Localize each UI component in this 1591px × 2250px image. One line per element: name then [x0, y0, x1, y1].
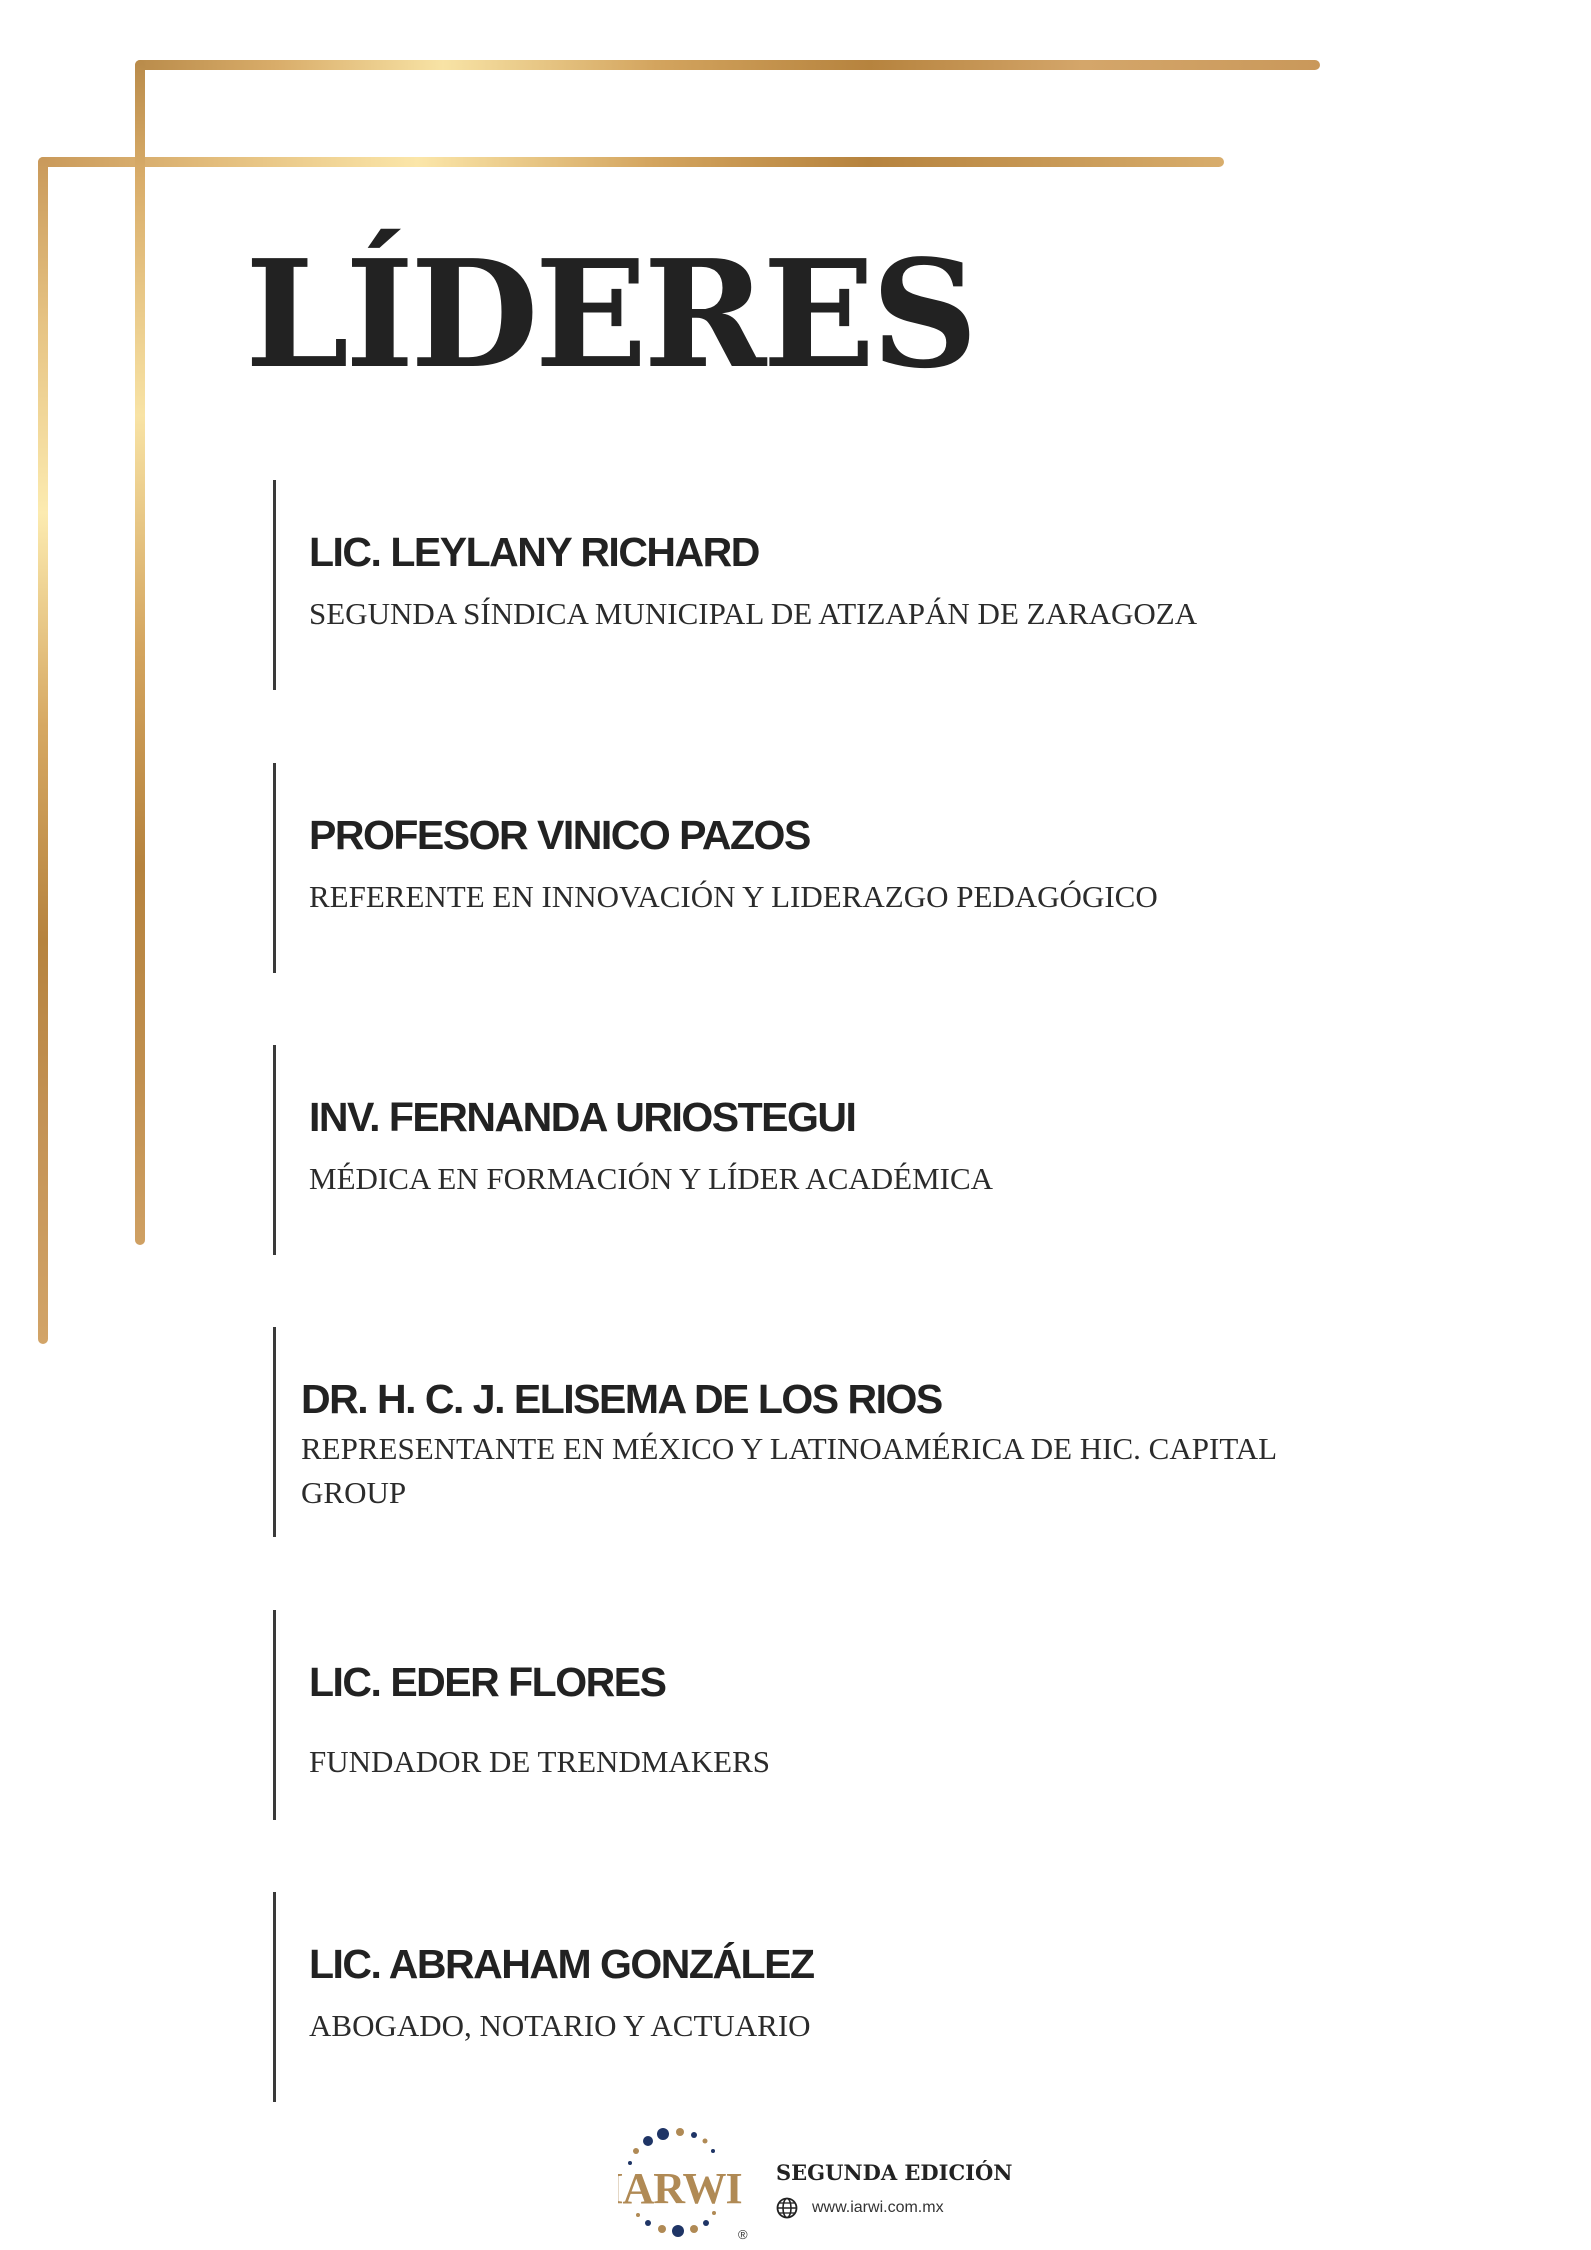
leader-role: ABOGADO, NOTARIO Y ACTUARIO — [309, 2008, 811, 2043]
leader-name: INV. FERNANDA URIOSTEGUI — [309, 1094, 856, 1140]
iarwi-logo-mark — [618, 2125, 754, 2243]
website-url[interactable]: www.iarwi.com.mx — [812, 2199, 944, 2216]
edition-label: SEGUNDA EDICIÓN — [776, 2160, 1013, 2185]
leader-entry — [273, 1045, 1373, 1255]
leader-role: REFERENTE EN INNOVACIÓN Y LIDERAZGO PEDAGÓGICO — [309, 879, 1158, 914]
leader-name: DR. H. C. J. ELISEMA DE LOS RIOS — [301, 1376, 942, 1422]
leader-name: LIC. EDER FLORES — [309, 1659, 666, 1705]
leader-entry — [273, 1892, 1373, 2102]
gold-frame-outer-vertical-line — [38, 157, 48, 1344]
leader-entry — [273, 763, 1373, 973]
gold-frame-inner-vertical-line — [135, 60, 145, 1245]
leader-name: PROFESOR VINICO PAZOS — [309, 812, 810, 858]
leader-entry — [273, 1327, 1373, 1537]
leader-divider-bar — [273, 1327, 276, 1537]
gold-frame-second-line — [38, 157, 1224, 167]
page-title: LÍDERES — [245, 227, 975, 401]
leader-divider-bar — [273, 1610, 276, 1820]
website-link[interactable] — [776, 2197, 944, 2223]
leader-entry — [273, 480, 1373, 690]
registered-mark: ® — [738, 2227, 748, 2242]
leader-divider-bar — [273, 763, 276, 973]
leader-divider-bar — [273, 480, 276, 690]
leader-name: LIC. ABRAHAM GONZÁLEZ — [309, 1941, 814, 1987]
leader-entry — [273, 1610, 1373, 1820]
gold-frame-top-line — [135, 60, 1320, 70]
leader-role: MÉDICA EN FORMACIÓN Y LÍDER ACADÉMICA — [309, 1161, 994, 1196]
leader-divider-bar — [273, 1045, 276, 1255]
iarwi-logo — [618, 2125, 754, 2243]
leader-role: SEGUNDA SÍNDICA MUNICIPAL DE ATIZAPÁN DE ZARAGOZA — [309, 596, 1198, 631]
globe-icon — [776, 2197, 798, 2219]
leader-role: FUNDADOR DE TRENDMAKERS — [309, 1744, 771, 1779]
leader-divider-bar — [273, 1892, 276, 2102]
leader-name: LIC. LEYLANY RICHARD — [309, 529, 759, 575]
leader-role: REPRESENTANTE EN MÉXICO Y LATINOAMÉRICA DE HIC. CAPITAL GROUP — [301, 1431, 1276, 1510]
logo-wordmark: IARWI — [618, 2164, 742, 2213]
